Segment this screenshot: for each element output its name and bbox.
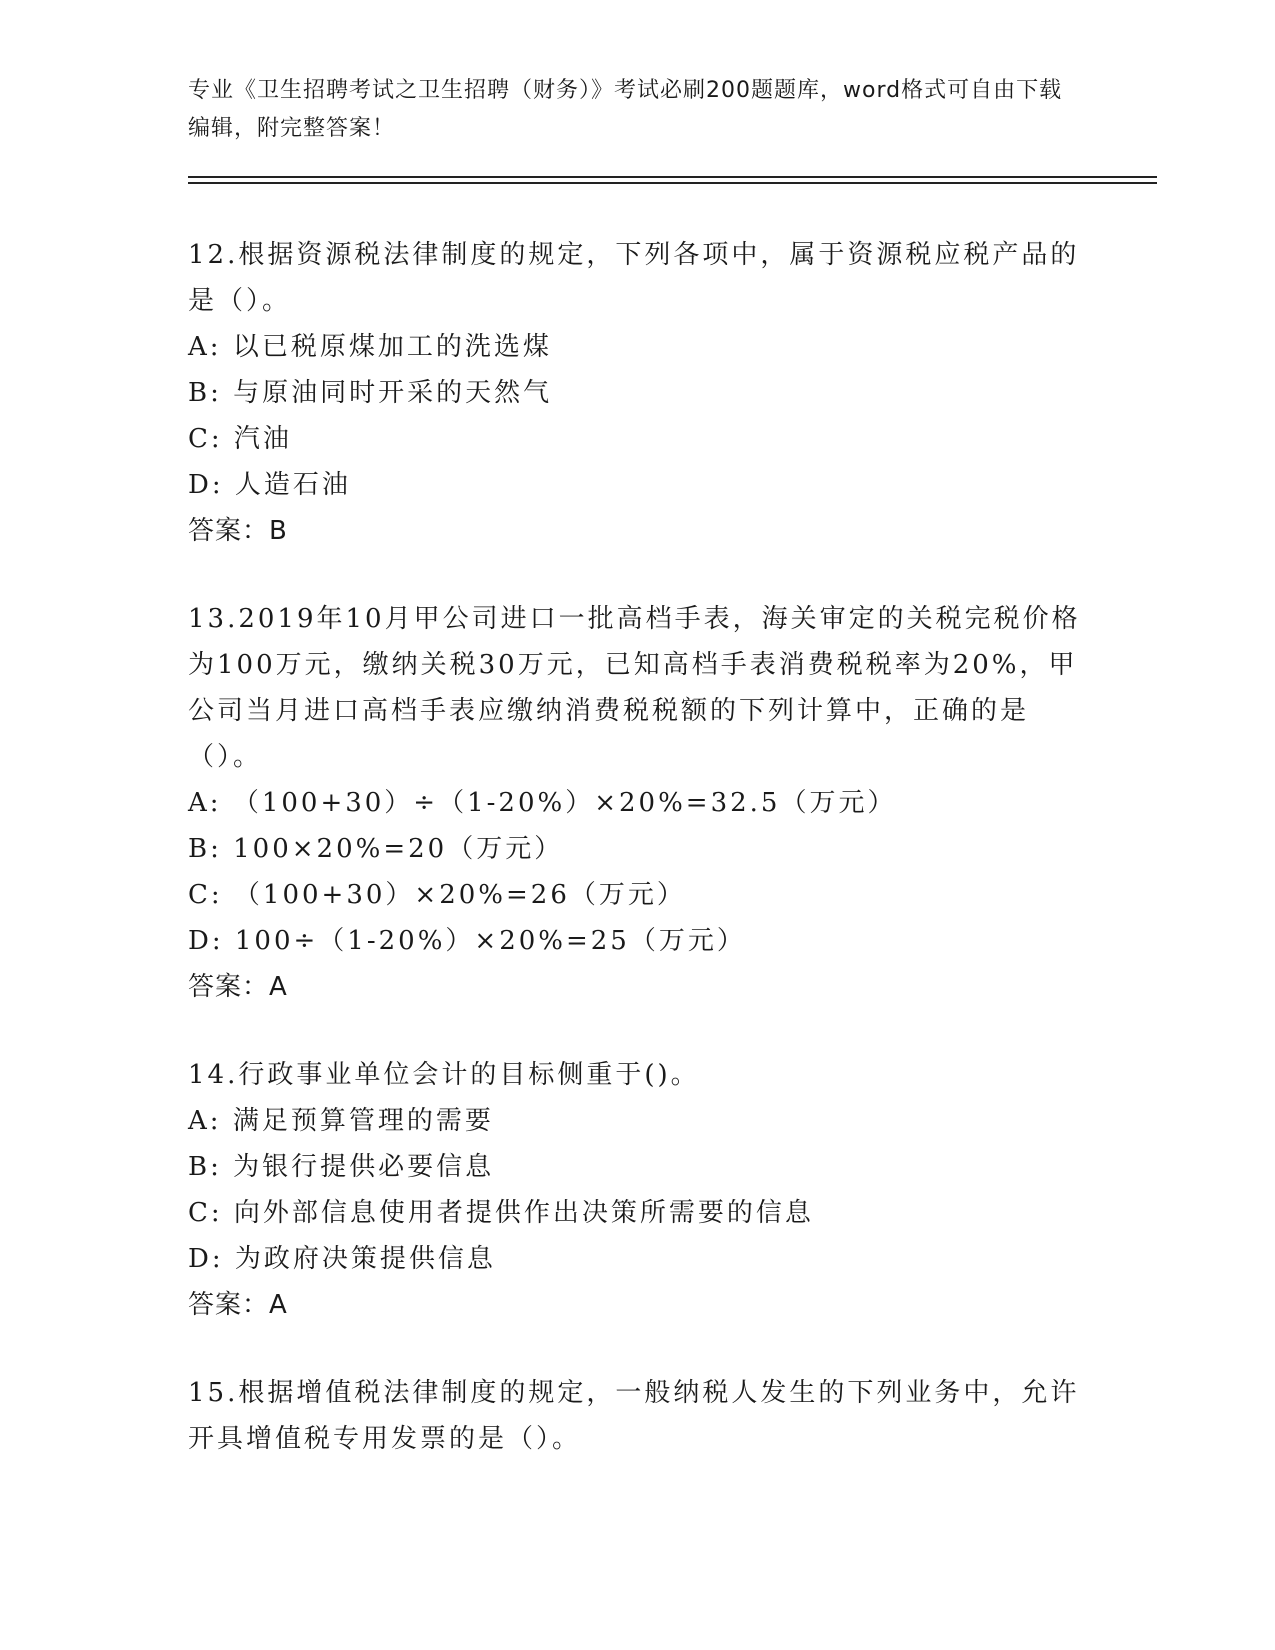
question-stem: 15.根据增值税法律制度的规定，一般纳税人发生的下列业务中，允许开具增值税专用发票的是（）。	[188, 1378, 1080, 1454]
option-a	[188, 1098, 1088, 1144]
option-text: 人造石油	[234, 470, 351, 500]
option-key: D:	[188, 926, 224, 956]
option-b	[188, 826, 1088, 872]
option-text: 汽油	[233, 424, 292, 454]
option-text: 100÷（1-20%）×20%=25（万元）	[234, 926, 746, 956]
option-b	[188, 370, 1088, 416]
option-c	[188, 872, 1088, 918]
option-text: 向外部信息使用者提供作出决策所需要的信息	[233, 1198, 814, 1228]
answer-line: 答案：A	[188, 972, 288, 1002]
question-stem: 12.根据资源税法律制度的规定，下列各项中，属于资源税应税产品的是（）。	[188, 240, 1080, 316]
option-text: 为银行提供必要信息	[233, 1152, 495, 1182]
option-c	[188, 416, 1088, 462]
option-d	[188, 462, 1088, 508]
option-b	[188, 1144, 1088, 1190]
option-text: 为政府决策提供信息	[234, 1244, 496, 1274]
option-key: B:	[188, 1152, 222, 1182]
option-key: B:	[188, 834, 222, 864]
question-stem: 14.行政事业单位会计的目标侧重于()。	[188, 1060, 700, 1090]
option-text: （100+30）×20%=26（万元）	[233, 880, 686, 910]
answer-line: 答案：A	[188, 1290, 288, 1320]
option-d	[188, 1236, 1088, 1282]
option-text: 100×20%=20（万元）	[233, 834, 564, 864]
option-key: C:	[188, 424, 223, 454]
option-d	[188, 918, 1088, 964]
answer-line: 答案：B	[188, 516, 288, 546]
question-list	[188, 232, 1088, 1462]
option-key: C:	[188, 880, 223, 910]
document-header: 专业《卫生招聘考试之卫生招聘（财务）》考试必刷200题题库，word格式可自由下载编辑，附完整答案！	[188, 78, 1063, 141]
option-key: A:	[188, 332, 222, 362]
header-rule-bottom	[188, 182, 1157, 184]
option-text: 满足预算管理的需要	[232, 1106, 494, 1136]
option-key: D:	[188, 470, 224, 500]
question-stem: 13.2019年10月甲公司进口一批高档手表，海关审定的关税完税价格为100万元，缴纳关税30万元，已知高档手表消费税税率为20%，甲公司当月进口高档手表应缴纳消费税税额的下列计算中，正确的是（）。	[188, 604, 1081, 772]
header-rule-top	[188, 176, 1157, 178]
option-key: D:	[188, 1244, 224, 1274]
question-14	[188, 1052, 1088, 1328]
question-15	[188, 1370, 1088, 1462]
option-text: （100+30）÷（1-20%）×20%=32.5（万元）	[232, 788, 897, 818]
option-key: A:	[188, 788, 222, 818]
question-12	[188, 232, 1088, 554]
option-c	[188, 1190, 1088, 1236]
option-key: A:	[188, 1106, 222, 1136]
option-a	[188, 324, 1088, 370]
option-key: C:	[188, 1198, 223, 1228]
option-key: B:	[188, 378, 222, 408]
option-a	[188, 780, 1088, 826]
option-text: 以已税原煤加工的洗选煤	[232, 332, 552, 362]
question-13	[188, 596, 1088, 1010]
option-text: 与原油同时开采的天然气	[233, 378, 553, 408]
